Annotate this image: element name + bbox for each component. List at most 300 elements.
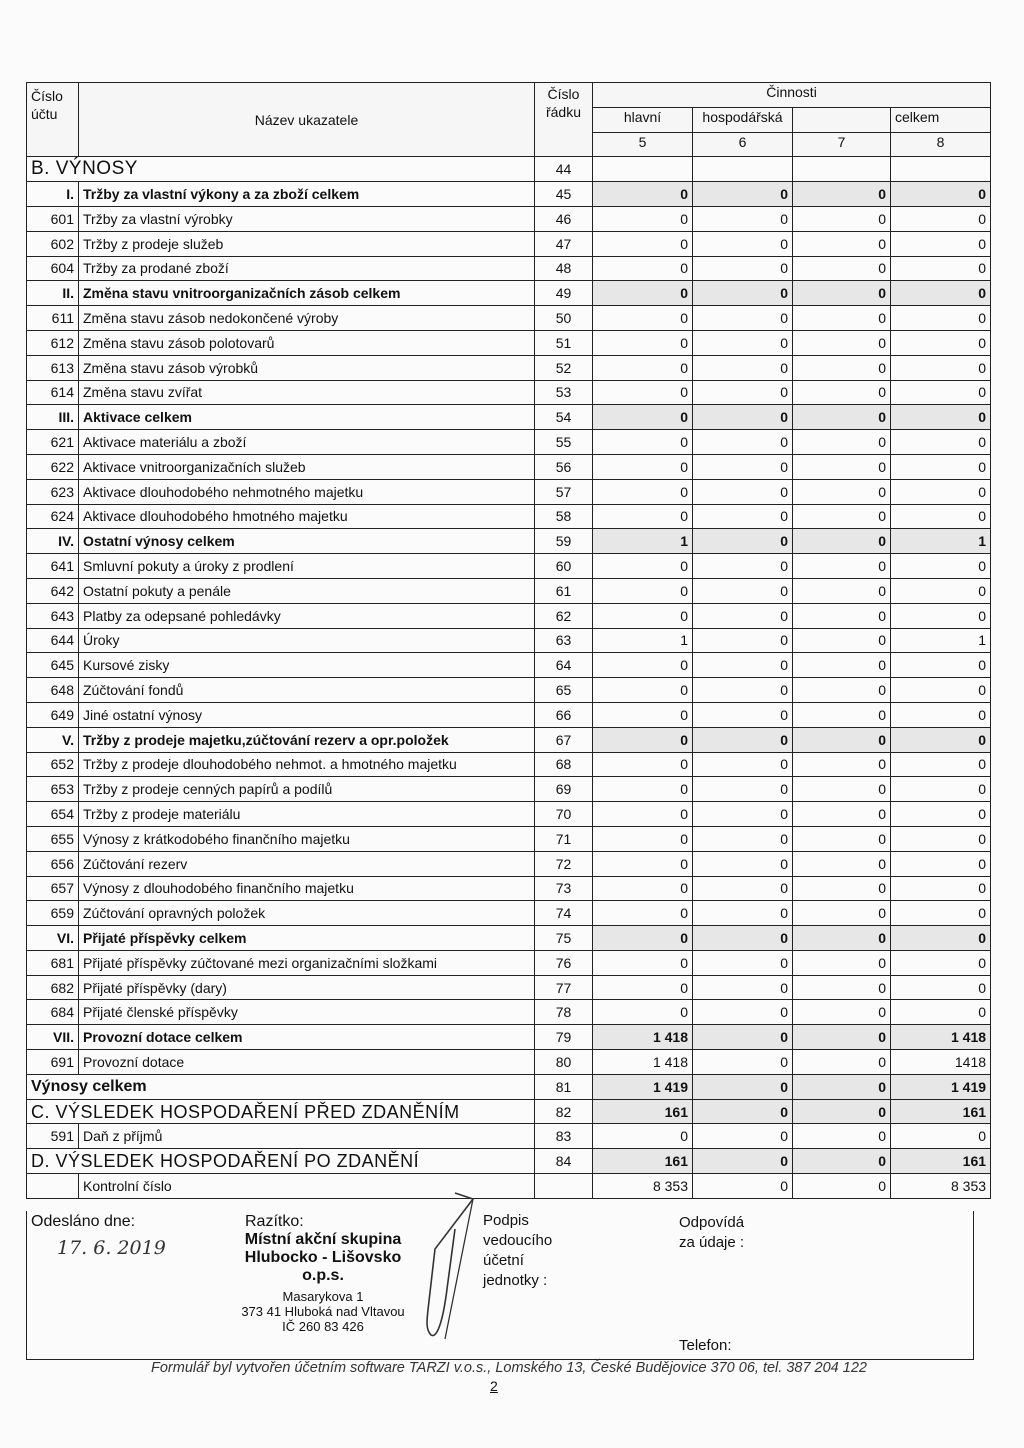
value-v5: 1 418	[593, 1025, 693, 1050]
row-number: 47	[535, 231, 593, 256]
value-v5: 0	[593, 752, 693, 777]
value-v6: 0	[693, 1000, 793, 1025]
value-v6: 0	[693, 281, 793, 306]
row-number: 58	[535, 504, 593, 529]
row-number: 56	[535, 454, 593, 479]
table-row	[27, 826, 991, 851]
value-v8: 0	[891, 380, 991, 405]
row-number: 76	[535, 950, 593, 975]
account-number: VI.	[27, 926, 79, 951]
value-v8: 0	[891, 182, 991, 207]
row-label: B. VÝNOSY	[27, 157, 535, 182]
account-number: 656	[27, 851, 79, 876]
value-v8: 0	[891, 330, 991, 355]
row-number: 55	[535, 430, 593, 455]
value-v6: 0	[693, 355, 793, 380]
responsible-label-1: Odpovídá	[679, 1214, 745, 1231]
row-number: 61	[535, 578, 593, 603]
value-v8: 1418	[891, 1050, 991, 1075]
table-row	[27, 1149, 991, 1174]
value-v7: 0	[793, 727, 891, 752]
indicator-name: Tržby za prodané zboží	[79, 256, 535, 281]
indicator-name: Kursové zisky	[79, 653, 535, 678]
value-v7	[793, 157, 891, 182]
value-v8: 1	[891, 529, 991, 554]
indicator-name: Tržby z prodeje dlouhodobého nehmot. a hmotného majetku	[79, 752, 535, 777]
value-v8: 0	[891, 752, 991, 777]
value-v5: 0	[593, 1000, 693, 1025]
account-number: V.	[27, 727, 79, 752]
table-row	[27, 256, 991, 281]
indicator-name: Tržby za vlastní výrobky	[79, 206, 535, 231]
value-v7: 0	[793, 975, 891, 1000]
value-v6: 0	[693, 578, 793, 603]
value-v5: 1	[593, 628, 693, 653]
account-number: 657	[27, 876, 79, 901]
value-v6: 0	[693, 901, 793, 926]
value-v5: 0	[593, 231, 693, 256]
row-number: 74	[535, 901, 593, 926]
value-v8: 1 419	[891, 1074, 991, 1099]
table-row	[27, 851, 991, 876]
value-v7: 0	[793, 802, 891, 827]
value-v5: 1 418	[593, 1050, 693, 1075]
header-indicator-name: Název ukazatele	[79, 83, 535, 157]
table-row	[27, 802, 991, 827]
header-num-5: 5	[593, 132, 693, 157]
stamp-line-3: Masarykova 1	[282, 1289, 364, 1304]
value-v6: 0	[693, 653, 793, 678]
row-number: 50	[535, 306, 593, 331]
account-number: 648	[27, 678, 79, 703]
value-v8: 0	[891, 479, 991, 504]
account-number: 643	[27, 603, 79, 628]
value-v6: 0	[693, 1050, 793, 1075]
value-v7: 0	[793, 901, 891, 926]
value-v8: 0	[891, 603, 991, 628]
value-v7: 0	[793, 330, 891, 355]
value-v8: 0	[891, 851, 991, 876]
value-v7: 0	[793, 355, 891, 380]
phone-label: Telefon:	[679, 1337, 732, 1354]
stamp-line-5: IČ 260 83 426	[282, 1319, 364, 1334]
row-number: 44	[535, 157, 593, 182]
header-col-7-label	[793, 107, 891, 132]
value-v5: 0	[593, 603, 693, 628]
value-v7: 0	[793, 851, 891, 876]
value-v7: 0	[793, 777, 891, 802]
indicator-name: Tržby z prodeje cenných papírů a podílů	[79, 777, 535, 802]
row-number	[535, 1174, 593, 1199]
value-v8: 0	[891, 306, 991, 331]
value-v6: 0	[693, 1074, 793, 1099]
account-number: 624	[27, 504, 79, 529]
value-v5: 0	[593, 826, 693, 851]
value-v6: 0	[693, 727, 793, 752]
table-row	[27, 306, 991, 331]
value-v7: 0	[793, 454, 891, 479]
value-v6: 0	[693, 876, 793, 901]
value-v5: 1	[593, 529, 693, 554]
indicator-name: Aktivace materiálu a zboží	[79, 430, 535, 455]
table-row	[27, 554, 991, 579]
value-v5: 8 353	[593, 1174, 693, 1199]
value-v6: 0	[693, 529, 793, 554]
value-v5: 0	[593, 405, 693, 430]
row-label: D. VÝSLEDEK HOSPODAŘENÍ PO ZDANĚNÍ	[27, 1149, 535, 1174]
value-v6: 0	[693, 405, 793, 430]
signature-label-2: vedoucího	[483, 1232, 553, 1249]
value-v8: 0	[891, 430, 991, 455]
stamp-line-1: Místní akční skupina	[244, 1231, 402, 1248]
row-number: 57	[535, 479, 593, 504]
value-v8: 0	[891, 876, 991, 901]
value-v7: 0	[793, 206, 891, 231]
table-row	[27, 529, 991, 554]
value-v5: 0	[593, 554, 693, 579]
value-v5: 0	[593, 678, 693, 703]
value-v6: 0	[693, 1149, 793, 1174]
table-row	[27, 628, 991, 653]
value-v6: 0	[693, 1099, 793, 1124]
value-v6: 0	[693, 628, 793, 653]
value-v8: 0	[891, 454, 991, 479]
table-row	[27, 578, 991, 603]
value-v8: 0	[891, 727, 991, 752]
indicator-name: Kontrolní číslo	[79, 1174, 535, 1199]
table-row	[27, 653, 991, 678]
row-label: Výnosy celkem	[27, 1074, 535, 1099]
indicator-name: Jiné ostatní výnosy	[79, 702, 535, 727]
value-v7: 0	[793, 1174, 891, 1199]
table-row	[27, 405, 991, 430]
value-v6: 0	[693, 182, 793, 207]
sent-date-label: Odesláno dne:	[31, 1213, 136, 1230]
value-v8: 0	[891, 281, 991, 306]
income-table	[26, 82, 991, 1199]
value-v8: 1	[891, 628, 991, 653]
responsible-label	[679, 1213, 744, 1253]
account-number: 653	[27, 777, 79, 802]
account-number: 691	[27, 1050, 79, 1075]
table-row	[27, 926, 991, 951]
value-v7: 0	[793, 1149, 891, 1174]
value-v5: 0	[593, 206, 693, 231]
table-row	[27, 1074, 991, 1099]
software-note: Formulář byl vytvořen účetním software TARZI v.o.s., Lomského 13, České Budějovice 370 06, tel. 387 204 122	[151, 1360, 867, 1376]
value-v7: 0	[793, 1000, 891, 1025]
value-v6: 0	[693, 702, 793, 727]
value-v6: 0	[693, 851, 793, 876]
value-v7: 0	[793, 678, 891, 703]
value-v6: 0	[693, 479, 793, 504]
account-number: 604	[27, 256, 79, 281]
value-v8: 0	[891, 1124, 991, 1149]
row-number: 72	[535, 851, 593, 876]
table-row	[27, 157, 991, 182]
account-number: 655	[27, 826, 79, 851]
value-v6: 0	[693, 777, 793, 802]
indicator-name: Tržby z prodeje majetku,zúčtování rezerv a opr.položek	[79, 727, 535, 752]
indicator-name: Změna stavu zvířat	[79, 380, 535, 405]
account-number: 611	[27, 306, 79, 331]
indicator-name: Zúčtování opravných položek	[79, 901, 535, 926]
value-v7: 0	[793, 479, 891, 504]
header-num-6: 6	[693, 132, 793, 157]
value-v7: 0	[793, 430, 891, 455]
stamp-label: Razítko:	[245, 1213, 304, 1230]
row-number: 63	[535, 628, 593, 653]
account-number: 622	[27, 454, 79, 479]
row-number: 77	[535, 975, 593, 1000]
row-number: 48	[535, 256, 593, 281]
value-v7: 0	[793, 231, 891, 256]
row-number: 69	[535, 777, 593, 802]
table-row	[27, 975, 991, 1000]
value-v8: 0	[891, 653, 991, 678]
header-num-8: 8	[891, 132, 991, 157]
indicator-name: Ostatní výnosy celkem	[79, 529, 535, 554]
value-v6: 0	[693, 380, 793, 405]
row-number: 68	[535, 752, 593, 777]
indicator-name: Provozní dotace	[79, 1050, 535, 1075]
table-row	[27, 231, 991, 256]
value-v5: 0	[593, 430, 693, 455]
value-v8: 0	[891, 678, 991, 703]
value-v8: 0	[891, 405, 991, 430]
value-v8: 0	[891, 950, 991, 975]
row-number: 64	[535, 653, 593, 678]
row-number: 62	[535, 603, 593, 628]
table-rows	[27, 157, 991, 1198]
account-number	[27, 1174, 79, 1199]
value-v5: 0	[593, 454, 693, 479]
indicator-name: Ostatní pokuty a penále	[79, 578, 535, 603]
row-number: 60	[535, 554, 593, 579]
value-v7: 0	[793, 256, 891, 281]
table-row	[27, 479, 991, 504]
responsible-label-2: za údaje :	[679, 1234, 745, 1251]
indicator-name: Tržby za vlastní výkony a za zboží celkem	[79, 182, 535, 207]
signature-label-1: Podpis	[483, 1212, 529, 1229]
value-v8: 0	[891, 355, 991, 380]
header-col-economic: hospodářská	[693, 107, 793, 132]
indicator-name: Provozní dotace celkem	[79, 1025, 535, 1050]
value-v5: 0	[593, 802, 693, 827]
table-row	[27, 1124, 991, 1149]
indicator-name: Aktivace vnitroorganizačních služeb	[79, 454, 535, 479]
table-row	[27, 702, 991, 727]
row-number: 82	[535, 1099, 593, 1124]
value-v6: 0	[693, 306, 793, 331]
sent-date-handwritten: 17. 6. 2019	[57, 1237, 166, 1259]
value-v8: 0	[891, 777, 991, 802]
account-number: 591	[27, 1124, 79, 1149]
value-v5: 0	[593, 777, 693, 802]
table-row	[27, 330, 991, 355]
report-sheet	[26, 82, 990, 1199]
header-account-number: Číslo účtu	[27, 83, 79, 157]
header-num-7: 7	[793, 132, 891, 157]
value-v8: 1 418	[891, 1025, 991, 1050]
row-number: 46	[535, 206, 593, 231]
value-v5: 161	[593, 1149, 693, 1174]
value-v8: 0	[891, 206, 991, 231]
table-row	[27, 752, 991, 777]
value-v5: 0	[593, 901, 693, 926]
account-number: 652	[27, 752, 79, 777]
indicator-name: Aktivace dlouhodobého hmotného majetku	[79, 504, 535, 529]
indicator-name: Úroky	[79, 628, 535, 653]
table-row	[27, 281, 991, 306]
value-v5: 0	[593, 851, 693, 876]
value-v7: 0	[793, 504, 891, 529]
value-v5: 0	[593, 975, 693, 1000]
value-v6	[693, 157, 793, 182]
value-v6: 0	[693, 330, 793, 355]
table-row	[27, 901, 991, 926]
value-v7: 0	[793, 529, 891, 554]
row-number: 81	[535, 1074, 593, 1099]
table-row	[27, 950, 991, 975]
table-row	[27, 1099, 991, 1124]
value-v6: 0	[693, 1124, 793, 1149]
row-number: 80	[535, 1050, 593, 1075]
row-number: 73	[535, 876, 593, 901]
value-v8: 0	[891, 702, 991, 727]
table-row	[27, 1050, 991, 1075]
value-v5: 0	[593, 727, 693, 752]
account-number: 659	[27, 901, 79, 926]
table-row	[27, 182, 991, 207]
value-v5: 0	[593, 876, 693, 901]
value-v7: 0	[793, 306, 891, 331]
value-v6: 0	[693, 256, 793, 281]
indicator-name: Přijaté příspěvky celkem	[79, 926, 535, 951]
table-row	[27, 355, 991, 380]
account-number: VII.	[27, 1025, 79, 1050]
account-number: 613	[27, 355, 79, 380]
account-number: 644	[27, 628, 79, 653]
row-number: 67	[535, 727, 593, 752]
indicator-name: Smluvní pokuty a úroky z prodlení	[79, 554, 535, 579]
indicator-name: Platby za odepsané pohledávky	[79, 603, 535, 628]
signature-label	[483, 1211, 552, 1291]
value-v8: 0	[891, 826, 991, 851]
value-v5: 0	[593, 182, 693, 207]
value-v6: 0	[693, 926, 793, 951]
account-number: 654	[27, 802, 79, 827]
value-v7: 0	[793, 1124, 891, 1149]
value-v5: 0	[593, 1124, 693, 1149]
value-v6: 0	[693, 504, 793, 529]
indicator-name: Výnosy z dlouhodobého finančního majetku	[79, 876, 535, 901]
header-activities: Činnosti	[593, 83, 991, 108]
value-v5: 0	[593, 926, 693, 951]
indicator-name: Změna stavu zásob polotovarů	[79, 330, 535, 355]
value-v7: 0	[793, 950, 891, 975]
row-number: 79	[535, 1025, 593, 1050]
value-v6: 0	[693, 802, 793, 827]
table-row	[27, 727, 991, 752]
value-v8: 0	[891, 1000, 991, 1025]
value-v5: 0	[593, 355, 693, 380]
table-row	[27, 380, 991, 405]
value-v6: 0	[693, 752, 793, 777]
value-v8: 0	[891, 975, 991, 1000]
signature-label-4: jednotky :	[483, 1272, 548, 1289]
page-number: 2	[490, 1378, 498, 1394]
indicator-name: Tržby z prodeje materiálu	[79, 802, 535, 827]
indicator-name: Tržby z prodeje služeb	[79, 231, 535, 256]
indicator-name: Změna stavu zásob výrobků	[79, 355, 535, 380]
value-v6: 0	[693, 206, 793, 231]
table-row	[27, 1174, 991, 1199]
indicator-name: Aktivace celkem	[79, 405, 535, 430]
account-number: IV.	[27, 529, 79, 554]
row-number: 70	[535, 802, 593, 827]
value-v7: 0	[793, 380, 891, 405]
value-v7: 0	[793, 653, 891, 678]
account-number: 614	[27, 380, 79, 405]
value-v6: 0	[693, 231, 793, 256]
value-v5: 0	[593, 504, 693, 529]
account-number: 681	[27, 950, 79, 975]
row-number: 71	[535, 826, 593, 851]
value-v8: 0	[891, 504, 991, 529]
value-v8: 161	[891, 1099, 991, 1124]
value-v5: 0	[593, 330, 693, 355]
value-v7: 0	[793, 876, 891, 901]
stamp-line-4: 373 41 Hluboká nad Vltavou	[241, 1304, 405, 1319]
row-number: 49	[535, 281, 593, 306]
value-v7: 0	[793, 702, 891, 727]
value-v5: 0	[593, 479, 693, 504]
account-number: 601	[27, 206, 79, 231]
indicator-name: Výnosy z krátkodobého finančního majetku	[79, 826, 535, 851]
row-number: 75	[535, 926, 593, 951]
value-v5: 0	[593, 653, 693, 678]
value-v8: 0	[891, 554, 991, 579]
value-v8: 8 353	[891, 1174, 991, 1199]
account-number: I.	[27, 182, 79, 207]
account-number: 621	[27, 430, 79, 455]
value-v5: 0	[593, 702, 693, 727]
account-number: 642	[27, 578, 79, 603]
account-number: 649	[27, 702, 79, 727]
value-v6: 0	[693, 678, 793, 703]
account-number: 641	[27, 554, 79, 579]
row-number: 52	[535, 355, 593, 380]
value-v7: 0	[793, 182, 891, 207]
header-col-main: hlavní	[593, 107, 693, 132]
value-v6: 0	[693, 975, 793, 1000]
indicator-name: Změna stavu zásob nedokončené výroby	[79, 306, 535, 331]
value-v7: 0	[793, 578, 891, 603]
value-v5	[593, 157, 693, 182]
indicator-name: Zúčtování fondů	[79, 678, 535, 703]
value-v7: 0	[793, 826, 891, 851]
value-v5: 0	[593, 380, 693, 405]
row-number: 84	[535, 1149, 593, 1174]
indicator-name: Zúčtování rezerv	[79, 851, 535, 876]
account-number: 623	[27, 479, 79, 504]
value-v5: 0	[593, 578, 693, 603]
table-row	[27, 876, 991, 901]
table-row	[27, 1000, 991, 1025]
row-number: 78	[535, 1000, 593, 1025]
value-v8: 0	[891, 578, 991, 603]
